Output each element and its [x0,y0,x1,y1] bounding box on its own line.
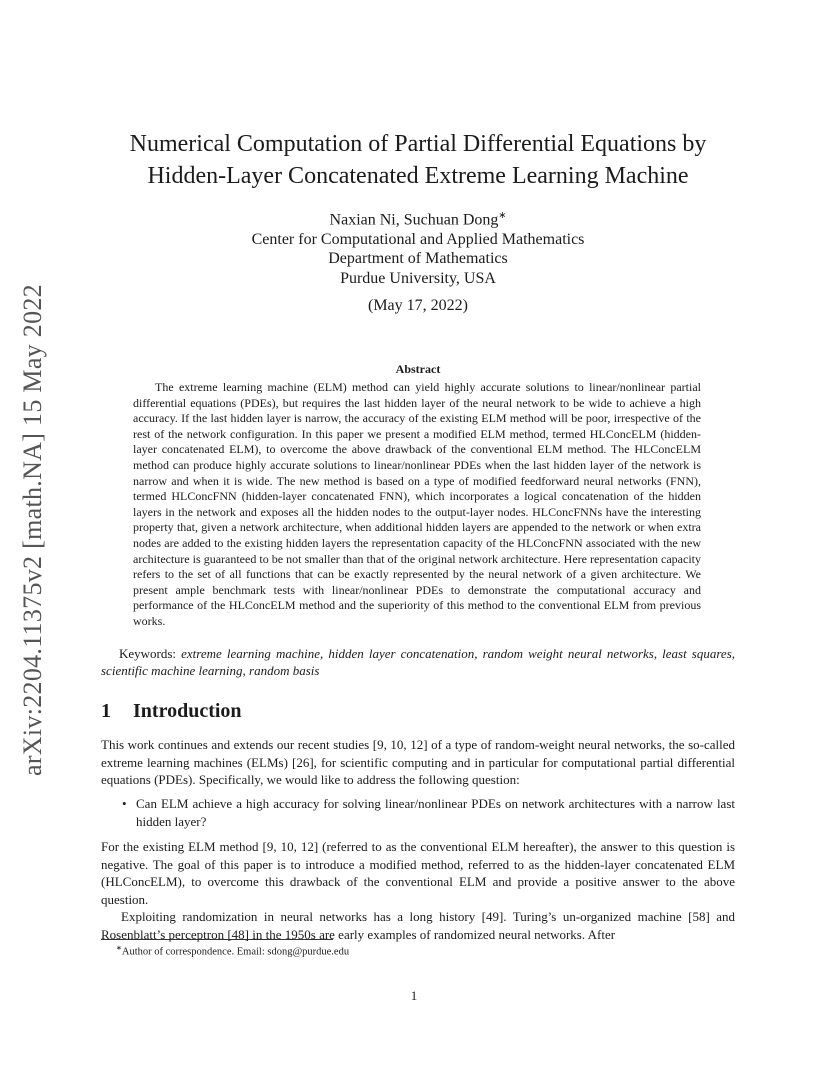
affiliation-university: Purdue University, USA [340,269,496,287]
arxiv-identifier-stamp: arXiv:2204.11375v2 [math.NA] 15 May 2022 [18,284,47,776]
intro-paragraph-1 [101,736,735,789]
paper-date: (May 17, 2022) [368,297,468,314]
abstract-text: The extreme learning machine (ELM) method can yield highly accurate solutions to linear/nonlinear partial differential equations (PDEs), but requires the last hidden layer of the neural network to be wide to achieve a high accuracy. If the last hidden layer is narrow, the accuracy of the existing ELM method will be poor, irrespective of the rest of the network configuration. In this paper we present a modified ELM method, termed HLConcELM (hidden-layer concatenated ELM), to overcome the above drawback of the conventional ELM method. The HLConcELM method can produce highly accurate solutions to linear/nonlinear PDEs when the last hidden layer of the network is narrow and when it is wide. The new method is based on a type of modified feedforward neural networks (FNN), termed HLConcFNN (hidden-layer concatenated FNN), which incorporates a logical concatenation of the hidden layers in the network and exposes all the hidden nodes to the output-layer nodes. HLConcFNNs have the interesting property that, given a network architecture, when additional hidden layers are appended to the network or when extra nodes are added to the existing hidden layers the representation capacity of the HLConcFNN associated with the new architecture is guaranteed to be not smaller than that of the original network architecture. Here representation capacity refers to the set of all functions that can be exactly represented by the neural network of a given architecture. We present ample benchmark tests with linear/nonlinear PDEs to demonstrate the computational accuracy and performance of the HLConcELM method and the superiority of this method to the conventional ELM from previous works. [133,380,701,628]
author-names-text: Naxian Ni, Suchuan Dong [329,211,499,229]
title-line-1: Numerical Computation of Partial Differential Equations by [129,131,707,157]
section-heading-introduction [101,700,242,723]
intro-paragraph-3-text: Exploiting randomization in neural networks has a long history [49]. Turing’s un-organized machine [58] and Rosenblatt’s perceptron [48] in the 1950s are early examples of randomized neural networks. After [101,909,735,942]
keywords-block [101,645,735,679]
paper-title [100,128,736,192]
abstract-heading: Abstract [395,362,441,376]
intro-bullet-item [122,795,735,830]
bullet-icon: • [122,796,127,811]
footnote [116,944,349,958]
intro-paragraphs-2-3 [101,838,735,943]
footnote-mark: ∗ [116,944,122,952]
section-title: Introduction [133,700,242,722]
correspondence-mark: ∗ [498,210,507,221]
page-number: 1 [410,988,418,1003]
affiliation-center: Center for Computational and Applied Mathematics [251,230,585,248]
intro-paragraph-2-text: For the existing ELM method [9, 10, 12] (referred to as the conventional ELM hereafter), the answer to this question is negative. The goal of this paper is to introduce a modified method, referred to as the hidden-layer concatenated ELM (HLConcELM), to overcome this drawback of the conventional ELM and provide a positive answer to the above question. [101,839,735,907]
footnote-text: Author of correspondence. Email: sdong@purdue.edu [121,946,350,958]
author-block [100,206,736,288]
keywords-label: Keywords: [119,646,177,661]
bullet-text: Can ELM achieve a high accuracy for solving linear/nonlinear PDEs on network architectures with a narrow last hidden layer? [136,796,735,829]
keywords-terms: extreme learning machine, hidden layer concatenation, random weight neural networks, least squares, scientific machine learning, random basis [101,646,736,678]
author-names [100,206,736,230]
footnote-rule [101,939,333,940]
section-number: 1 [101,700,111,722]
title-line-2: Hidden-Layer Concatenated Extreme Learning Machine [147,163,689,189]
abstract-body [133,380,701,630]
intro-paragraph-1-text: This work continues and extends our recent studies [9, 10, 12] of a type of random-weight neural networks, the so-called extreme learning machines (ELMs) [26], for scientific computing and in particular for computational partial differential equations (PDEs). Specifically, we would like to address the following question: [101,737,735,787]
affiliation-department: Department of Mathematics [328,250,508,268]
